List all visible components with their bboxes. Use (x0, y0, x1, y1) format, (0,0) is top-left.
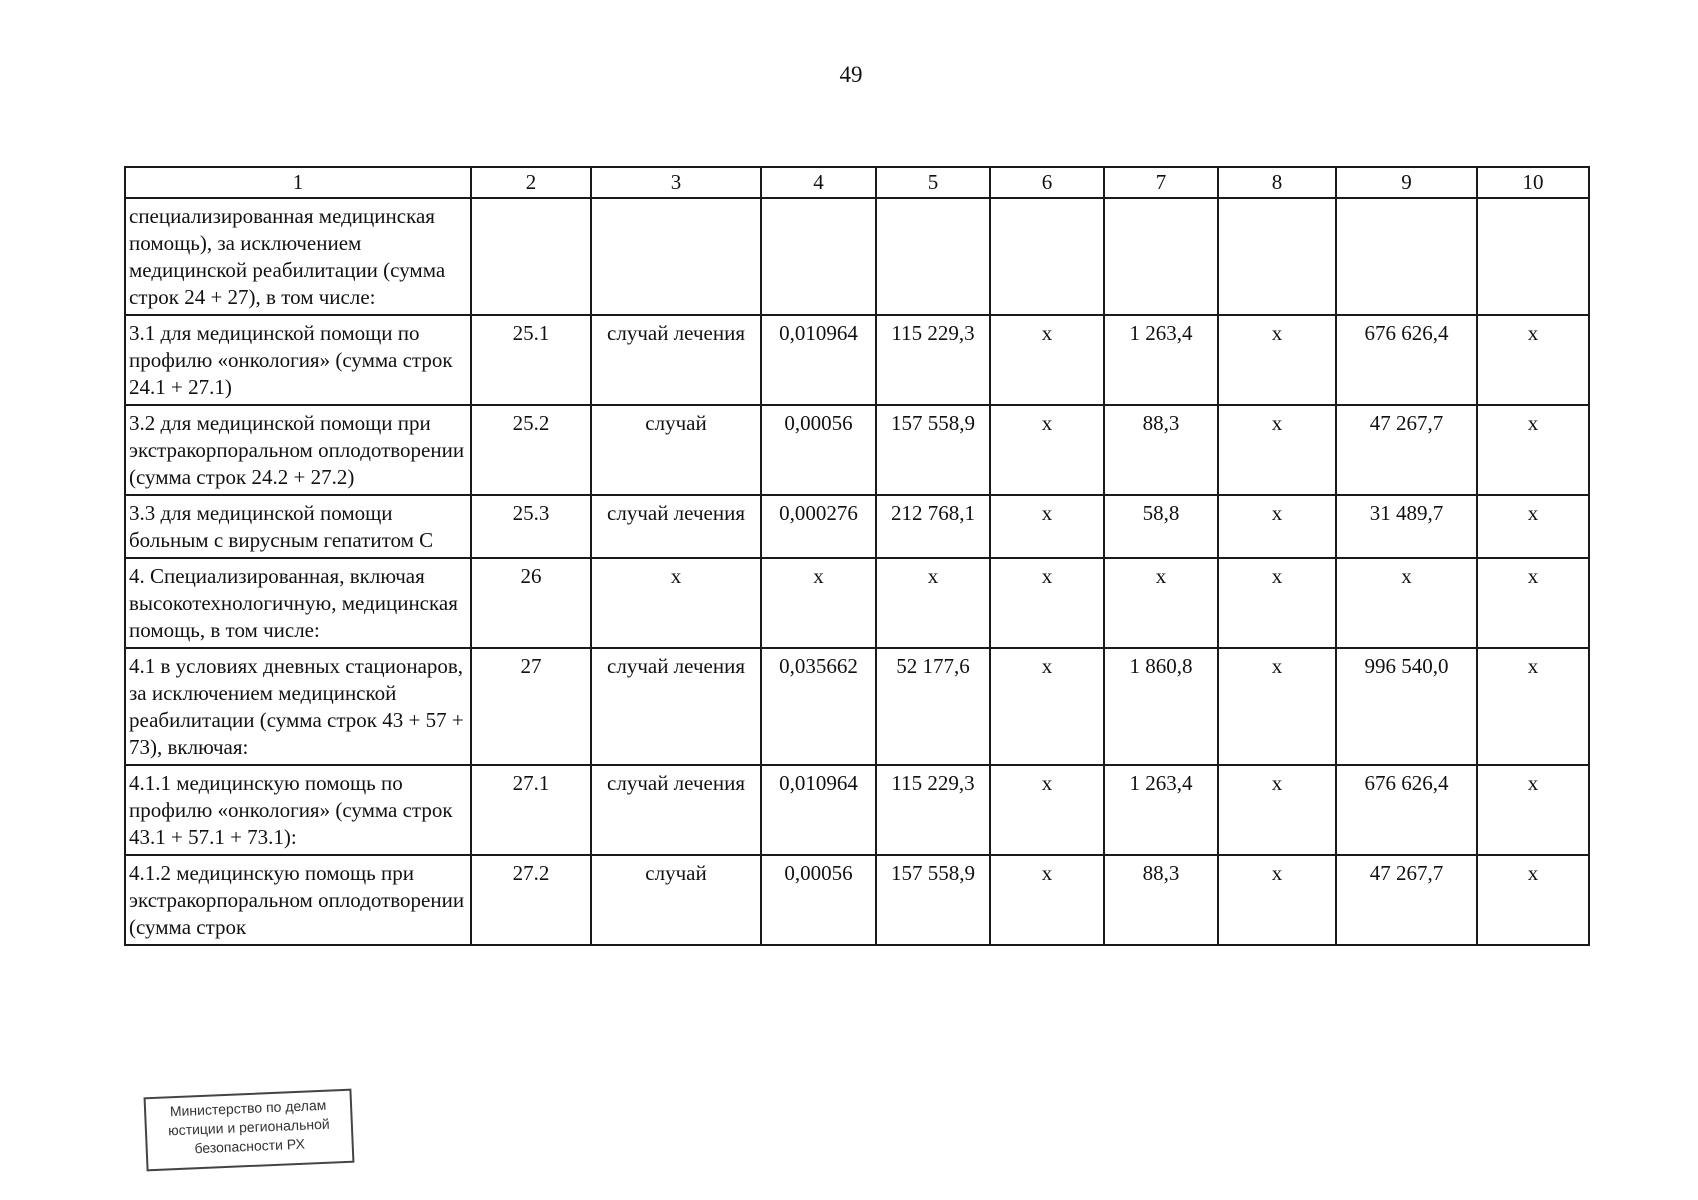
row-value-col10: х (1477, 855, 1589, 945)
row-value-col10: х (1477, 315, 1589, 405)
row-value-col6: х (990, 558, 1104, 648)
row-value-col8 (1218, 198, 1336, 315)
row-value-col6: х (990, 765, 1104, 855)
row-value-col9: 47 267,7 (1336, 855, 1477, 945)
registration-stamp (144, 1089, 355, 1172)
column-number-3: 3 (591, 167, 761, 198)
row-value-col10: х (1477, 495, 1589, 558)
row-value-col4: х (761, 558, 876, 648)
table-row (125, 648, 1589, 765)
row-line-number (471, 198, 591, 315)
row-value-col6: х (990, 855, 1104, 945)
row-unit: случай (591, 405, 761, 495)
row-value-col6 (990, 198, 1104, 315)
row-value-col4 (761, 198, 876, 315)
row-unit: случай лечения (591, 315, 761, 405)
row-value-col7: 88,3 (1104, 405, 1218, 495)
column-number-6: 6 (990, 167, 1104, 198)
row-value-col4: 0,010964 (761, 315, 876, 405)
row-value-col5: 115 229,3 (876, 315, 990, 405)
data-table (124, 166, 1590, 946)
page-number: 49 (839, 62, 863, 87)
row-value-col7: 1 263,4 (1104, 765, 1218, 855)
row-value-col10: х (1477, 648, 1589, 765)
row-unit: х (591, 558, 761, 648)
row-value-col10 (1477, 198, 1589, 315)
table-row (125, 405, 1589, 495)
row-line-number: 27 (471, 648, 591, 765)
table-row (125, 558, 1589, 648)
row-value-col9: 676 626,4 (1336, 765, 1477, 855)
row-value-col10: х (1477, 405, 1589, 495)
row-line-number: 25.1 (471, 315, 591, 405)
row-value-col5: 212 768,1 (876, 495, 990, 558)
table-row (125, 198, 1589, 315)
row-value-col9: 996 540,0 (1336, 648, 1477, 765)
row-description: 3.3 для медицинской помощи больным с вирусным гепатитом С (125, 495, 471, 558)
row-value-col5: 115 229,3 (876, 765, 990, 855)
row-value-col8: х (1218, 765, 1336, 855)
row-line-number: 27.2 (471, 855, 591, 945)
row-unit: случай лечения (591, 648, 761, 765)
row-value-col6: х (990, 495, 1104, 558)
row-value-col9: х (1336, 558, 1477, 648)
row-unit: случай лечения (591, 495, 761, 558)
column-number-7: 7 (1104, 167, 1218, 198)
row-unit (591, 198, 761, 315)
row-value-col7 (1104, 198, 1218, 315)
row-description: специализированная медицинская помощь), за исключением медицинской реабилитации (сумма строк 24 + 27), в том числе: (125, 198, 471, 315)
row-value-col6: х (990, 648, 1104, 765)
row-description: 4. Специализированная, включая высокотехнологичную, медицинская помощь, в том числе: (125, 558, 471, 648)
row-value-col9: 676 626,4 (1336, 315, 1477, 405)
row-value-col7: 88,3 (1104, 855, 1218, 945)
row-description: 4.1.1 медицинскую помощь по профилю «онкология» (сумма строк 43.1 + 57.1 + 73.1): (125, 765, 471, 855)
row-value-col4: 0,00056 (761, 855, 876, 945)
row-value-col4: 0,010964 (761, 765, 876, 855)
column-number-10: 10 (1477, 167, 1589, 198)
row-line-number: 25.2 (471, 405, 591, 495)
row-value-col5: 52 177,6 (876, 648, 990, 765)
row-description: 3.2 для медицинской помощи при экстракорпоральном оплодотворении (сумма строк 24.2 + 27.2) (125, 405, 471, 495)
row-value-col6: х (990, 315, 1104, 405)
column-number-2: 2 (471, 167, 591, 198)
row-description: 4.1 в условиях дневных стационаров, за исключением медицинской реабилитации (сумма строк 43 + 57 + 73), включая: (125, 648, 471, 765)
row-value-col8: х (1218, 648, 1336, 765)
table-row (125, 495, 1589, 558)
row-unit: случай (591, 855, 761, 945)
row-value-col8: х (1218, 405, 1336, 495)
column-number-4: 4 (761, 167, 876, 198)
row-value-col7: 1 263,4 (1104, 315, 1218, 405)
stamp-line-1: Министерство по делам (169, 1096, 327, 1120)
column-number-9: 9 (1336, 167, 1477, 198)
row-value-col6: х (990, 405, 1104, 495)
row-value-col7: 1 860,8 (1104, 648, 1218, 765)
row-value-col8: х (1218, 558, 1336, 648)
row-value-col4: 0,035662 (761, 648, 876, 765)
row-value-col8: х (1218, 855, 1336, 945)
row-value-col7: х (1104, 558, 1218, 648)
row-value-col9 (1336, 198, 1477, 315)
stamp-line-2: юстиции и региональной (167, 1115, 330, 1139)
row-value-col4: 0,000276 (761, 495, 876, 558)
row-value-col10: х (1477, 765, 1589, 855)
row-value-col10: х (1477, 558, 1589, 648)
row-value-col5: 157 558,9 (876, 405, 990, 495)
row-value-col5 (876, 198, 990, 315)
row-value-col7: 58,8 (1104, 495, 1218, 558)
row-value-col9: 31 489,7 (1336, 495, 1477, 558)
column-number-5: 5 (876, 167, 990, 198)
table-row (125, 855, 1589, 945)
table-row (125, 765, 1589, 855)
row-description: 4.1.2 медицинскую помощь при экстракорпоральном оплодотворении (сумма строк (125, 855, 471, 945)
table-container (124, 166, 1590, 946)
table-header-row (125, 167, 1589, 198)
row-unit: случай лечения (591, 765, 761, 855)
row-line-number: 27.1 (471, 765, 591, 855)
column-number-1: 1 (125, 167, 471, 198)
table-row (125, 315, 1589, 405)
row-line-number: 25.3 (471, 495, 591, 558)
row-value-col5: х (876, 558, 990, 648)
row-description: 3.1 для медицинской помощи по профилю «онкология» (сумма строк 24.1 + 27.1) (125, 315, 471, 405)
row-value-col9: 47 267,7 (1336, 405, 1477, 495)
row-value-col8: х (1218, 495, 1336, 558)
row-line-number: 26 (471, 558, 591, 648)
column-number-8: 8 (1218, 167, 1336, 198)
stamp-line-3: безопасности РХ (194, 1135, 306, 1157)
row-value-col4: 0,00056 (761, 405, 876, 495)
row-value-col5: 157 558,9 (876, 855, 990, 945)
row-value-col8: х (1218, 315, 1336, 405)
